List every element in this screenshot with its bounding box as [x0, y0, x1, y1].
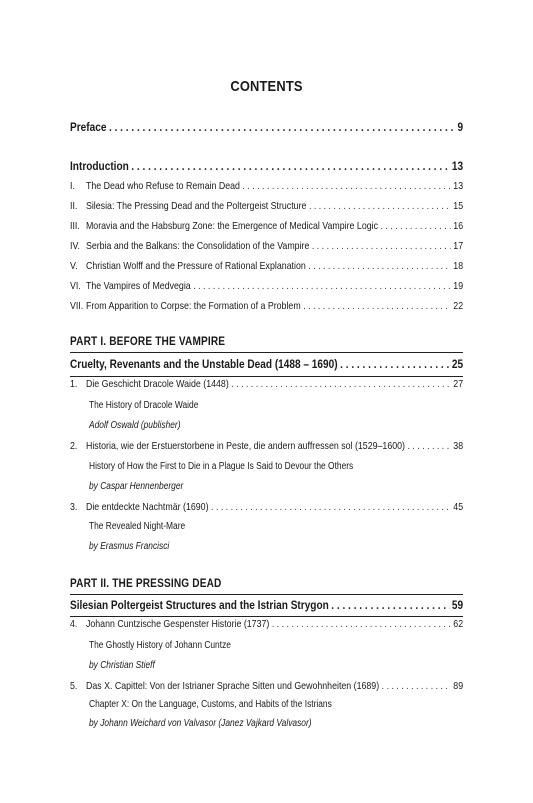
entry-author: by Johann Weichard von Valvasor (Janez Vajkard Valvasor)	[89, 718, 312, 729]
toc-entry-intro-1[interactable]	[70, 180, 463, 192]
entry-page: 15	[453, 200, 464, 212]
entry-page: 13	[453, 180, 464, 192]
entry-page: 27	[453, 378, 464, 390]
entry-translation: The Ghostly History of Johann Cuntze	[89, 640, 231, 651]
part-divider	[70, 594, 463, 595]
part-heading: PART II. THE PRESSING DEAD	[70, 576, 222, 590]
entry-number: III.	[70, 220, 80, 232]
entry-author: by Caspar Hennenberger	[89, 481, 184, 492]
dot-leader	[131, 159, 449, 173]
entry-author: by Erasmus Francisci	[89, 541, 170, 552]
dot-leader	[407, 440, 450, 452]
entry-number: V.	[70, 260, 78, 272]
toc-entry-part2[interactable]	[70, 598, 463, 612]
toc-entry-chapter-5[interactable]	[70, 680, 463, 692]
entry-label: Das X. Capittel: Von der Istrianer Sprache Sitten und Gewohnheiten (1689)	[85, 680, 380, 692]
entry-label: Die entdeckte Nachtmär (1690)	[85, 501, 209, 513]
entry-number: 1.	[70, 378, 78, 390]
entry-author: by Christian Stieff	[89, 660, 155, 671]
entry-number: 2.	[70, 440, 78, 452]
toc-entry-chapter-3[interactable]	[70, 501, 463, 513]
entry-page: 38	[453, 440, 464, 452]
toc-entry-intro-7[interactable]	[70, 300, 463, 312]
dot-leader	[309, 200, 451, 212]
dot-leader	[272, 618, 451, 630]
entry-label: The Dead who Refuse to Remain Dead	[85, 180, 240, 192]
entry-label: Christian Wolff and the Pressure of Rational Explanation	[85, 260, 306, 272]
entry-label: Historia, wie der Erstuerstorbene in Peste, die andern auffressen sol (1529–1600)	[85, 440, 405, 452]
entry-page: 59	[451, 598, 464, 612]
dot-leader	[193, 280, 451, 292]
entry-number: IV.	[70, 240, 80, 252]
toc-entry-part1[interactable]	[70, 357, 463, 371]
entry-number: I.	[70, 180, 75, 192]
dot-leader	[382, 680, 451, 692]
toc-entry-chapter-1[interactable]	[70, 378, 463, 390]
entry-label: Moravia and the Habsburg Zone: the Emergence of Medical Vampire Logic	[85, 220, 379, 232]
entry-page: 13	[451, 159, 464, 173]
entry-label: Johann Cuntzische Gespenster Historie (1737)	[85, 618, 270, 630]
entry-page: 17	[453, 240, 464, 252]
entry-number: 3.	[70, 501, 78, 513]
entry-number: II.	[70, 200, 78, 212]
entry-translation: The History of Dracole Waide	[89, 400, 199, 411]
dot-leader	[340, 357, 449, 371]
entry-page: 89	[453, 680, 464, 692]
entry-label: Introduction	[70, 159, 129, 173]
toc-entry-introduction[interactable]	[70, 159, 463, 173]
entry-page: 9	[457, 120, 464, 134]
dot-leader	[109, 120, 455, 134]
entry-page: 22	[453, 300, 464, 312]
entry-page: 16	[453, 220, 464, 232]
entry-translation: History of How the First to Die in a Plague Is Said to Devour the Others	[89, 461, 354, 472]
entry-page: 62	[453, 618, 464, 630]
entry-label: Cruelty, Revenants and the Unstable Dead (1488 – 1690)	[70, 357, 338, 371]
entry-number: VII.	[70, 300, 84, 312]
dot-leader	[331, 598, 449, 612]
toc-entry-intro-3[interactable]	[70, 220, 463, 232]
part-heading: PART I. BEFORE THE VAMPIRE	[70, 334, 226, 348]
part-divider	[70, 352, 463, 353]
entry-label: Silesian Poltergeist Structures and the Istrian Strygon	[70, 598, 329, 612]
toc-entry-intro-4[interactable]	[70, 240, 463, 252]
toc-entry-preface[interactable]	[70, 120, 463, 134]
toc-entry-intro-6[interactable]	[70, 280, 463, 292]
entry-page: 18	[453, 260, 464, 272]
entry-number: 5.	[70, 680, 78, 692]
dot-leader	[308, 260, 450, 272]
dot-leader	[231, 378, 450, 390]
toc-entry-intro-5[interactable]	[70, 260, 463, 272]
toc-entry-chapter-2[interactable]	[70, 440, 463, 452]
entry-label: Serbia and the Balkans: the Consolidation of the Vampire	[85, 240, 310, 252]
entry-label: Silesia: The Pressing Dead and the Poltergeist Structure	[85, 200, 307, 212]
entry-number: 4.	[70, 618, 78, 630]
entry-page: 25	[451, 357, 464, 371]
entry-translation: Chapter X: On the Language, Customs, and Habits of the Istrians	[89, 699, 332, 710]
toc-entry-chapter-4[interactable]	[70, 618, 463, 630]
entry-label: Die Geschicht Dracole Waide (1448)	[85, 378, 229, 390]
entry-page: 45	[453, 501, 464, 513]
entry-author: Adolf Oswald (publisher)	[89, 420, 181, 431]
dot-leader	[303, 300, 451, 312]
entry-number: VI.	[70, 280, 81, 292]
entry-label: The Vampires of Medvegia	[85, 280, 191, 292]
entry-translation: The Revealed Night-Mare	[89, 521, 186, 532]
entry-page: 19	[453, 280, 464, 292]
dot-leader	[211, 501, 451, 513]
entry-label: Preface	[70, 120, 107, 134]
dot-leader	[242, 180, 450, 192]
part-divider	[70, 616, 463, 617]
page-title: CONTENTS	[230, 78, 303, 95]
part-divider	[70, 376, 463, 377]
toc-entry-intro-2[interactable]	[70, 200, 463, 212]
entry-label: From Apparition to Corpse: the Formation of a Problem	[85, 300, 301, 312]
dot-leader	[381, 220, 451, 232]
dot-leader	[312, 240, 451, 252]
